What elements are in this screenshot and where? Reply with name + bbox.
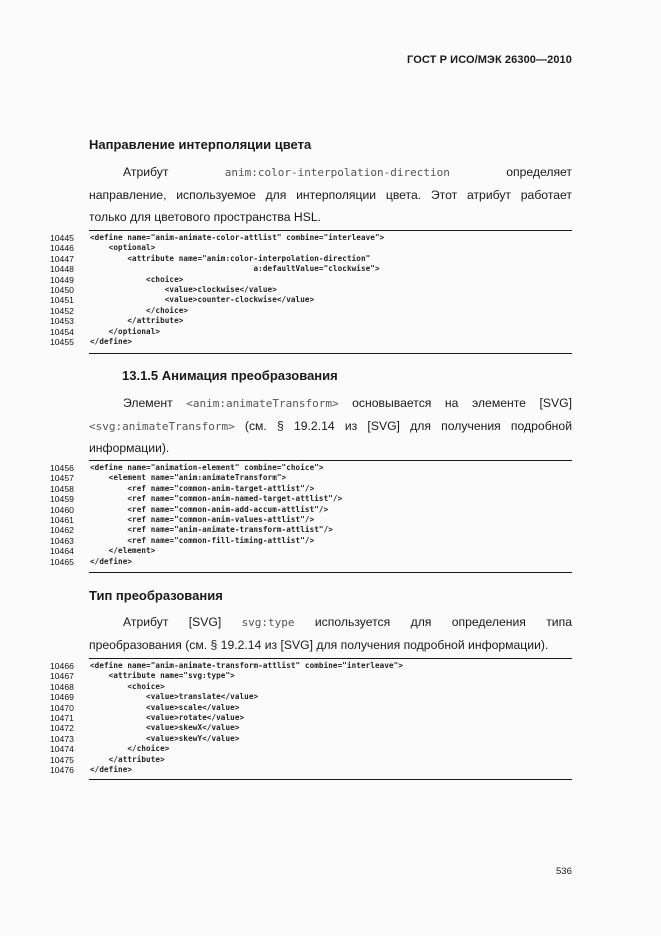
code-line-number: 10462 [50,525,74,536]
code-line: </define> [90,764,133,774]
code-block-top-rule [89,230,572,231]
word: используется [314,615,391,629]
code-line: <value>clockwise</value> [90,284,277,294]
code-line: <value>translate</value> [90,692,259,702]
code-line-number: 10453 [50,316,74,327]
paragraph-line: информации). [89,441,170,455]
code-line: <ref name="anim-animate-transform-attlist"/> [90,525,333,535]
code-line: <define name="anim-animate-transform-attlist" combine="interleave"> [90,661,404,670]
code-line: </optional> [90,326,161,336]
paragraph-line: только для цветового пространства HSL. [89,210,322,224]
section-heading-animate-transform: 13.1.5 Анимация преобразования [122,368,338,383]
code-line: <value>scale</value> [90,702,240,712]
paragraph-color-interpolation [89,161,572,229]
code-line-number: 10464 [50,546,74,557]
code-line-numbers [50,463,86,567]
word: определения [451,615,526,629]
code-line: <value>counter-clockwise</value> [90,295,315,305]
code-line-number: 10470 [50,702,74,713]
paragraph-animate-transform [89,392,572,460]
code-line: <attribute name="anim:color-interpolation-direction" [90,253,371,263]
paragraph-line: направление, используемое для интерполяции цвета. Этот атрибут работает [89,187,572,202]
section-heading-transform-type: Тип преобразования [89,588,223,603]
code-block-top-rule [89,658,572,659]
code-line-number: 10456 [50,463,74,473]
code-line-number: 10450 [50,284,74,295]
code-line-number: 10460 [50,504,74,515]
inline-code: svg:type [241,616,295,629]
code-line: <ref name="common-anim-target-attlist"/> [90,483,315,493]
inline-code: anim:color-interpolation-direction [224,166,450,179]
code-block-transform-type [90,661,403,775]
word: для [410,615,432,629]
code-line-number: 10446 [50,243,74,254]
code-line: <value>rotate</value> [90,712,245,722]
code-line-numbers [50,661,86,775]
code-line: </element> [90,546,156,556]
code-line-number: 10469 [50,692,74,703]
word: типа [546,615,572,629]
code-line-number: 10459 [50,494,74,505]
code-line: <choice> [90,274,184,284]
code-line-number: 10475 [50,754,74,765]
code-line: <optional> [90,243,156,253]
code-block-animate-transform [90,463,342,567]
code-line: <ref name="common-fill-timing-attlist"/> [90,535,315,545]
code-line-number: 10458 [50,483,74,494]
code-line-number: 10455 [50,336,74,347]
word: [SVG] [188,615,222,629]
code-line: <value>skewX</value> [90,723,240,733]
paragraph-line: преобразования (см. § 19.2.14 из [SVG] для получения подробной информации). [89,637,549,652]
code-line: <choice> [90,681,165,691]
code-line: </define> [90,556,133,566]
code-block-bottom-rule [89,572,572,573]
code-block-color-interpolation [90,233,384,347]
code-line: <ref name="common-anim-values-attlist"/> [90,514,315,524]
word: Атрибут [123,615,169,629]
code-line: </choice> [90,305,189,315]
code-line-number: 10445 [50,233,74,243]
code-line-number: 10461 [50,514,74,525]
code-line: </choice> [90,744,170,754]
code-line-number: 10451 [50,295,74,306]
code-line-number: 10468 [50,681,74,692]
code-line-number: 10466 [50,661,74,671]
code-line-number: 10457 [50,473,74,484]
section-heading-color-interpolation: Направление интерполяции цвета [89,137,312,152]
paragraph-line [89,161,572,184]
paragraph-line [89,611,572,634]
page-number: 536 [556,866,572,877]
code-line: <ref name="common-anim-named-target-attlist"/> [90,494,343,504]
code-block-bottom-rule [89,779,572,780]
code-line-number: 10448 [50,264,74,275]
code-line: </attribute> [90,754,165,764]
inline-code: <svg:animateTransform> [89,419,235,433]
code-block-top-rule [89,460,572,461]
code-line-number: 10463 [50,535,74,546]
inline-code: <anim:animateTransform> [186,397,339,410]
code-line: <define name="animation-element" combine="choice"> [90,463,324,472]
code-line-number: 10476 [50,764,74,775]
code-line-number: 10473 [50,733,74,744]
word: определяет [506,165,573,179]
word: Атрибут [123,165,169,179]
code-line: <attribute name="svg:type"> [90,671,235,681]
code-line: a:defaultValue="clockwise"> [90,264,380,274]
code-line-numbers [50,233,86,347]
document-header: ГОСТ Р ИСО/МЭК 26300—2010 [407,54,572,66]
code-line-number: 10465 [50,556,74,567]
paragraph-line [89,392,572,415]
code-line: <element name="anim:animateTransform"> [90,473,287,483]
code-line-number: 10471 [50,712,74,723]
code-line-number: 10472 [50,723,74,734]
code-line-number: 10452 [50,305,74,316]
code-block-bottom-rule [89,353,572,354]
code-line-number: 10449 [50,274,74,285]
word: Элемент [123,396,173,410]
paragraph-transform-type [89,611,572,656]
code-line: <define name="anim-animate-color-attlist" combine="interleave"> [90,233,385,242]
text: (см. § 19.2.14 из [SVG] для получения подробной [244,418,572,433]
paragraph-line [89,415,572,438]
code-line: </attribute> [90,316,184,326]
text: основывается на элементе [SVG] [352,396,572,410]
code-line-number: 10447 [50,253,74,264]
code-line-number: 10467 [50,671,74,682]
code-line-number: 10474 [50,744,74,755]
code-line-number: 10454 [50,326,74,337]
code-line: </define> [90,336,133,346]
code-line: <ref name="common-anim-add-accum-attlist"/> [90,504,329,514]
code-line: <value>skewY</value> [90,733,240,743]
